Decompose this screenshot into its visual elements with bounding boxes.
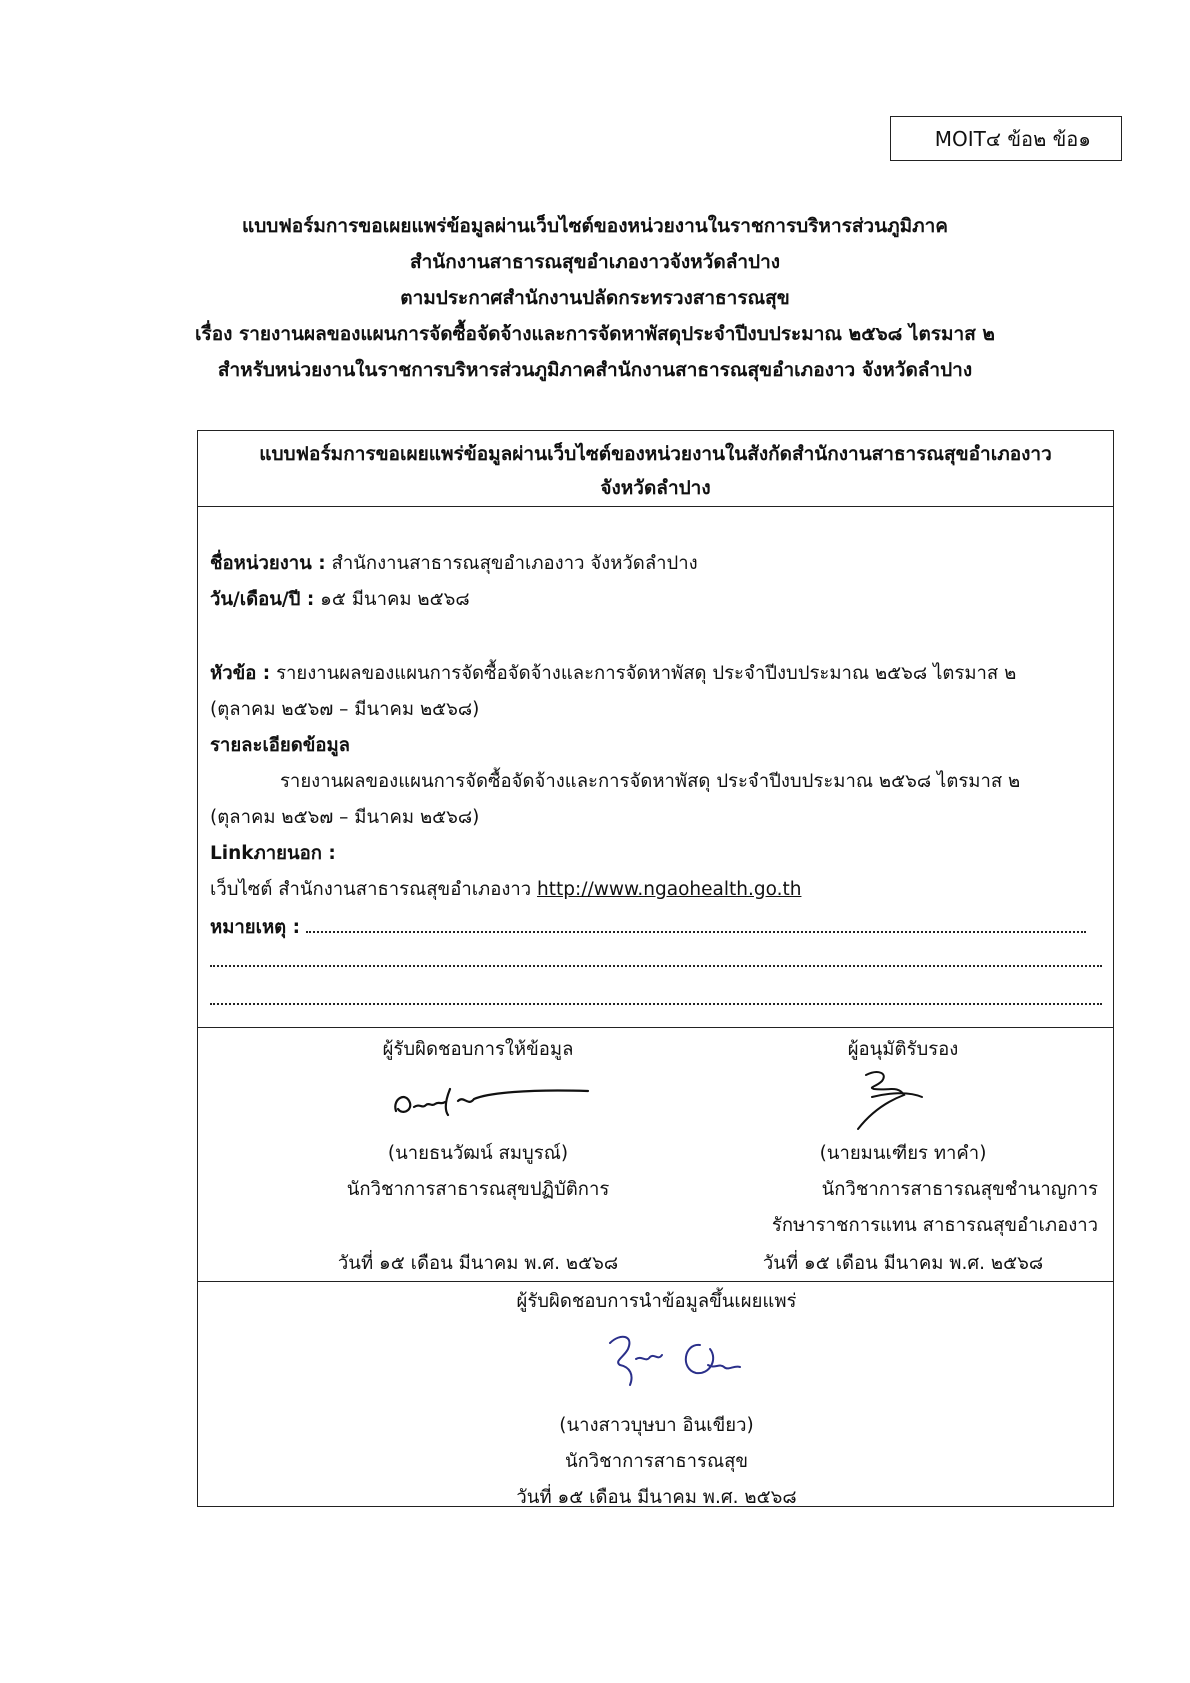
approver-position: นักวิชาการสาธารณสุขชำนาญการ xyxy=(821,1179,1098,1200)
publisher-signature-block xyxy=(398,1281,915,1507)
agency-value: สำนักงานสาธารณสุขอำเภองาว จังหวัดลำปาง xyxy=(325,553,698,574)
form-title-line-2: จังหวัดลำปาง xyxy=(600,477,711,499)
responsible-role: ผู้รับผิดชอบการให้ข้อมูล xyxy=(382,1039,574,1060)
detail-label: รายละเอียดข้อมูล xyxy=(210,735,351,756)
approver-signature-block xyxy=(698,1027,1108,1281)
publisher-position: นักวิชาการสาธารณสุข xyxy=(564,1451,749,1472)
responsible-date: วันที่ ๑๕ เดือน มีนาคม พ.ศ. ๒๕๖๘ xyxy=(337,1253,619,1274)
website-prefix: เว็บไซต์ สำนักงานสาธารณสุขอำเภองาว xyxy=(210,879,538,900)
responsible-position: นักวิชาการสาธารณสุขปฏิบัติการ xyxy=(346,1179,610,1200)
header-line-3: ตามประกาศสำนักงานปลัดกระทรวงสาธารณสุข xyxy=(400,287,790,309)
topic-row xyxy=(210,659,1016,688)
remark-dotted-line-3 xyxy=(210,989,1102,1010)
publisher-date: วันที่ ๑๕ เดือน มีนาคม พ.ศ. ๒๕๖๘ xyxy=(516,1487,797,1508)
external-link-label: Linkภายนอก : xyxy=(210,843,336,864)
publication-form xyxy=(197,430,1114,1507)
website-link[interactable]: http://www.ngaohealth.go.th xyxy=(537,879,802,900)
header-line-1: แบบฟอร์มการขอเผยแพร่ข้อมูลผ่านเว็บไซต์ของหน่วยงานในราชการบริหารส่วนภูมิภาค xyxy=(241,215,949,237)
header-line-4: เรื่อง รายงานผลของแผนการจัดซื้อจัดจ้างและการจัดหาพัสดุประจำปีงบประมาณ ๒๕๖๘ ไตรมาส ๒ xyxy=(195,323,995,345)
detail-value: รายงานผลของแผนการจัดซื้อจัดจ้างและการจัดหาพัสดุ ประจำปีงบประมาณ ๒๕๖๘ ไตรมาส ๒ xyxy=(280,771,1021,792)
responsible-name: (นายธนวัฒน์ สมบูรณ์) xyxy=(387,1143,569,1164)
form-title-line-1: แบบฟอร์มการขอเผยแพร่ข้อมูลผ่านเว็บไซต์ของหน่วยงานในสังกัดสำนักงานสาธารณสุขอำเภองาว xyxy=(259,443,1052,465)
publisher-role: ผู้รับผิดชอบการนำข้อมูลขึ้นเผยแพร่ xyxy=(516,1291,797,1312)
remark-dotted-line xyxy=(306,930,1086,933)
topic-label: หัวข้อ : xyxy=(210,663,271,684)
publisher-signature-image xyxy=(600,1325,750,1395)
approver-date: วันที่ ๑๕ เดือน มีนาคม พ.ศ. ๒๕๖๘ xyxy=(762,1253,1044,1274)
remark-row xyxy=(210,913,1102,942)
responsible-signature-block xyxy=(278,1027,678,1281)
date-row xyxy=(210,585,470,614)
topic-value: รายงานผลของแผนการจัดซื้อจัดจ้างและการจัดหาพัสดุ ประจำปีงบประมาณ ๒๕๖๘ ไตรมาส ๒ xyxy=(270,663,1017,684)
detail-period: (ตุลาคม ๒๕๖๗ – มีนาคม ๒๕๖๘) xyxy=(210,807,480,828)
approver-signature-image xyxy=(848,1067,938,1137)
date-value: ๑๕ มีนาคม ๒๕๖๘ xyxy=(314,589,470,610)
responsible-signature-image xyxy=(388,1071,608,1125)
website-row xyxy=(210,875,801,904)
moit-reference-text: MOIT๔ ข้อ๒ ข้อ๑ xyxy=(934,126,1091,151)
approver-acting: รักษาราชการแทน สาธารณสุขอำเภองาว xyxy=(771,1215,1098,1236)
header-line-2: สำนักงานสาธารณสุขอำเภองาวจังหวัดลำปาง xyxy=(409,251,781,273)
agency-label: ชื่อหน่วยงาน : xyxy=(210,553,326,574)
approver-name: (นายมนเฑียร ทาคำ) xyxy=(819,1143,987,1164)
form-title xyxy=(198,431,1113,507)
header-line-5: สำหรับหน่วยงานในราชการบริหารส่วนภูมิภาคสำนักงานสาธารณสุขอำเภองาว จังหวัดลำปาง xyxy=(217,359,973,381)
remark-label: หมายเหตุ : xyxy=(210,917,300,938)
remark-dotted-line-2 xyxy=(210,951,1102,972)
topic-period: (ตุลาคม ๒๕๖๗ – มีนาคม ๒๕๖๘) xyxy=(210,699,480,720)
approver-role: ผู้อนุมัติรับรอง xyxy=(847,1039,959,1060)
publisher-name: (นางสาวบุษบา อินเขียว) xyxy=(559,1415,754,1436)
moit-reference-box xyxy=(890,116,1122,161)
date-label: วัน/เดือน/ปี : xyxy=(210,589,315,610)
agency-row xyxy=(210,549,698,578)
document-header xyxy=(0,208,1190,388)
